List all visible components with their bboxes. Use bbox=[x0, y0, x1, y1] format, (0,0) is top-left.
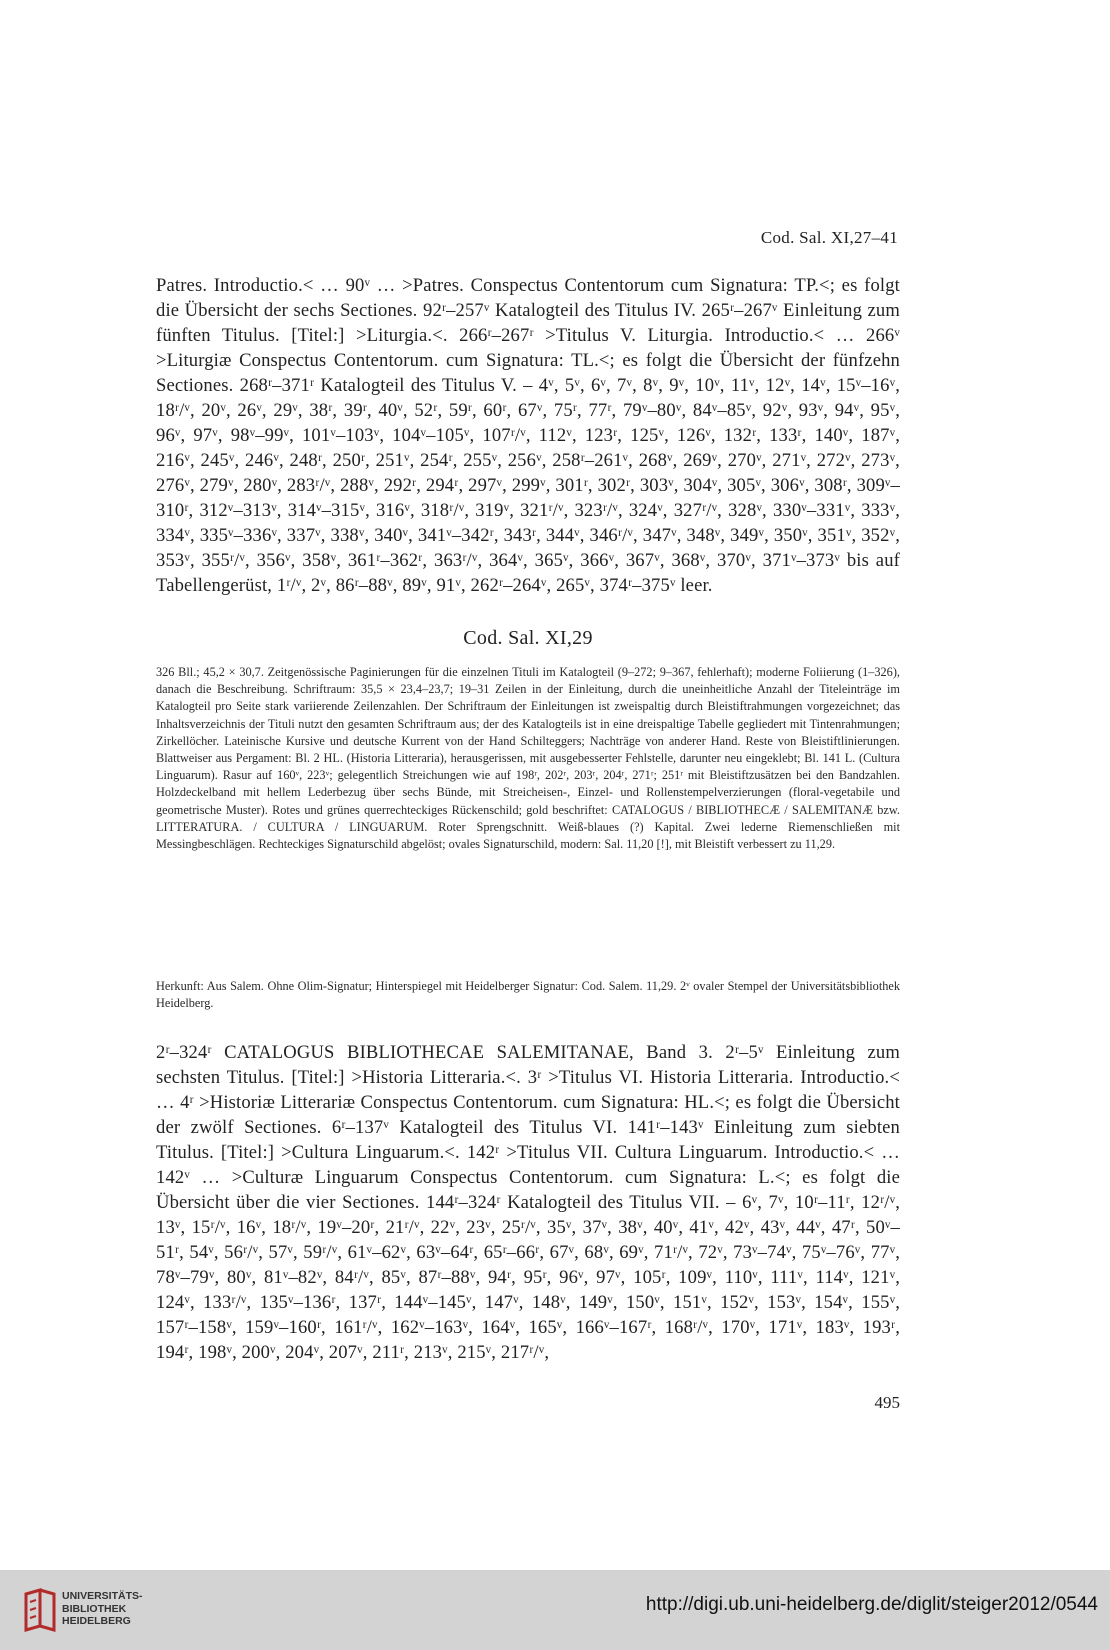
logo-line-2: BIBLIOTHEK bbox=[62, 1602, 127, 1615]
continuation-paragraph: Patres. Introductio.< … 90ᵛ … >Patres. Conspectus Contentorum cum Signatura: TP.<; es folgt die Übersicht der sechs Sectiones. 92ʳ–257ᵛ Katalogteil des Titulus IV. 265ʳ–267ᵛ Einleitung zum fünften Titulus. [Titel:] >Liturgia.<. 266ʳ–267ʳ >Titulus V. Liturgia. Introductio.< … 266ᵛ >Liturgiæ Conspectus Contentorum. cum Signatura: TL.<; es folgt die Übersicht der fünfzehn Sectiones. 268ʳ–371ʳ Katalogteil des Titulus V. – 4ᵛ, 5ᵛ, 6ᵛ, 7ᵛ, 8ᵛ, 9ᵛ, 10ᵛ, 11ᵛ, 12ᵛ, 14ᵛ, 15ᵛ–16ᵛ, 18ʳ/ᵛ, 20ᵛ, 26ᵛ, 29ᵛ, 38ʳ, 39ʳ, 40ᵛ, 52ʳ, 59ʳ, 60ʳ, 67ᵛ, 75ʳ, 77ʳ, 79ᵛ–80ᵛ, 84ᵛ–85ᵛ, 92ᵛ, 93ᵛ, 94ᵛ, 95ᵛ, 96ᵛ, 97ᵛ, 98ᵛ–99ᵛ, 101ᵛ–103ᵛ, 104ᵛ–105ᵛ, 107ʳ/ᵛ, 112ᵛ, 123ʳ, 125ᵛ, 126ᵛ, 132ʳ, 133ʳ, 140ᵛ, 187ᵛ, 216ᵛ, 245ᵛ, 246ᵛ, 248ʳ, 250ʳ, 251ᵛ, 254ʳ, 255ᵛ, 256ᵛ, 258ʳ–261ᵛ, 268ᵛ, 269ᵛ, 270ᵛ, 271ᵛ, 272ᵛ, 273ᵛ, 276ᵛ, 279ᵛ, 280ᵛ, 283ʳ/ᵛ, 288ᵛ, 292ʳ, 294ʳ, 297ᵛ, 299ᵛ, 301ʳ, 302ʳ, 303ᵛ, 304ᵛ, 305ᵛ, 306ᵛ, 308ʳ, 309ᵛ–310ʳ, 312ᵛ–313ᵛ, 314ᵛ–315ᵛ, 316ᵛ, 318ʳ/ᵛ, 319ᵛ, 321ʳ/ᵛ, 323ʳ/ᵛ, 324ᵛ, 327ʳ/ᵛ, 328ᵛ, 330ᵛ–331ᵛ, 333ᵛ, 334ᵛ, 335ᵛ–336ᵛ, 337ᵛ, 338ᵛ, 340ᵛ, 341ᵛ–342ʳ, 343ʳ, 344ᵛ, 346ʳ/ᵛ, 347ᵛ, 348ᵛ, 349ᵛ, 350ᵛ, 351ᵛ, 352ᵛ, 353ᵛ, 355ʳ/ᵛ, 356ᵛ, 358ᵛ, 361ʳ–362ʳ, 363ʳ/ᵛ, 364ᵛ, 365ᵛ, 366ᵛ, 367ᵛ, 368ᵛ, 370ᵛ, 371ᵛ–373ᵛ bis auf Tabellengerüst, 1ʳ/ᵛ, 2ᵛ, 86ʳ–88ᵛ, 89ᵛ, 91ᵛ, 262ʳ–264ᵛ, 265ᵛ, 374ʳ–375ᵛ leer. bbox=[156, 275, 900, 596]
footer-bar bbox=[0, 1570, 1110, 1650]
section-title: Cod. Sal. XI,29 bbox=[463, 627, 593, 649]
logo-line-3: HEIDELBERG bbox=[62, 1615, 131, 1627]
logo-line-1: UNIVERSITÄTS- bbox=[62, 1590, 143, 1602]
permalink-url[interactable]: http://digi.ub.uni-heidelberg.de/diglit/steiger2012/0544 bbox=[645, 1594, 1098, 1615]
library-logo-text bbox=[62, 1590, 143, 1628]
physical-description: 326 Bll.; 45,2 × 30,7. Zeitgenössische Paginierungen für die einzelnen Tituli im Katalogteil (9–272; 9–367, fehlerhaft); moderne Foliierung (1–326), danach die Beschreibung. Schriftraum: 35,5 × 23,4–23,7; 19–31 Zeilen in der Einleitung, durch die uneinheitliche Anzahl der Titeleinträge im Katalogteil pro Seite stark variierende Zeilenzahlen. Der Schriftraum der Einleitungen ist zweispaltig durch Bleistiftrahmungen vorgezeichnet; das Inhaltsverzeichnis der Tituli nutzt den gesamten Schriftraum aus; der des Katalogteils ist in eine dreispaltige Tabelle gegliedert mit Tintenrahmungen; Zirkellöcher. Lateinische Kursive und deutsche Kurrent von der Hand Schilteggers; Nachträge von anderer Hand. Reste von Bleistiftlinierungen. Blattweiser aus Pergament: Bl. 2 HL. (Historia Litteraria), herausgerissen, mit ausgebesserter Fehlstelle, darunter neu eingeklebt; Bl. 141 L. (Cultura Linguarum). Rasur auf 160ᵛ, 223ᵛ; gelegentlich Streichungen wie auf 198ʳ, 202ʳ, 203ʳ, 204ʳ, 271ʳ; 251ʳ mit Bleistiftzusätzen bei den Bandzahlen. Holzdeckelband mit hellem Lederbezug über sechs Bünde, mit Streicheisen-, Einzel- und Rollenstempelverzierungen (floral-vegetabile und geometrische Muster). Rotes und grünes querrechteckiges Rückenschild; gold beschriftet: CATALOGUS / BIBLIOTHECÆ / SALEMITANÆ bzw. LITTERATURA. / CULTURA / LINGUARUM. Roter Sprengschnitt. Weiß-blaues (?) Kapital. Zwei lederne Riemenschließen mit Messingbeschlägen. Rechteckiges Signaturschild abgelöst; ovales Signaturschild, modern: Sal. 11,20 [!], mit Bleistift verbessert zu 11,29. bbox=[156, 665, 900, 852]
running-head: Cod. Sal. XI,27–41 bbox=[760, 228, 898, 247]
provenance-note: Herkunft: Aus Salem. Ohne Olim-Signatur; Hinterspiegel mit Heidelberger Signatur: Cod. Salem. 11,29. 2ᵛ ovaler Stempel der Universitätsbibliothek Heidelberg. bbox=[156, 979, 900, 1011]
library-logo-icon bbox=[24, 1588, 56, 1632]
page-number: 495 bbox=[874, 1393, 900, 1412]
contents-paragraph: 2ʳ–324ʳ CATALOGUS BIBLIOTHECAE SALEMITANAE, Band 3. 2ʳ–5ᵛ Einleitung zum sechsten Titulus. [Titel:] >Historia Litteraria.<. 3ʳ >Titulus VI. Historia Litteraria. Introductio.< … 4ʳ >Historiæ Litterariæ Conspectus Contentorum. cum Signatura: HL.<; es folgt die Übersicht der zwölf Sectiones. 6ʳ–137ᵛ Katalogteil des Titulus VI. 141ʳ–143ᵛ Einleitung zum siebten Titulus. [Titel:] >Cultura Linguarum.<. 142ʳ >Titulus VII. Cultura Linguarum. Introductio.< … 142ᵛ … >Culturæ Linguarum Conspectus Contentorum. cum Signatura: L.<; es folgt die Übersicht über die vier Sectiones. 144ʳ–324ʳ Katalogteil des Titulus VII. – 6ᵛ, 7ᵛ, 10ʳ–11ʳ, 12ʳ/ᵛ, 13ᵛ, 15ʳ/ᵛ, 16ᵛ, 18ʳ/ᵛ, 19ᵛ–20ʳ, 21ʳ/ᵛ, 22ᵛ, 23ᵛ, 25ʳ/ᵛ, 35ᵛ, 37ᵛ, 38ᵛ, 40ᵛ, 41ᵛ, 42ᵛ, 43ᵛ, 44ᵛ, 47ʳ, 50ᵛ–51ʳ, 54ᵛ, 56ʳ/ᵛ, 57ᵛ, 59ʳ/ᵛ, 61ᵛ–62ᵛ, 63ᵛ–64ʳ, 65ʳ–66ʳ, 67ᵛ, 68ᵛ, 69ᵛ, 71ʳ/ᵛ, 72ᵛ, 73ᵛ–74ᵛ, 75ᵛ–76ᵛ, 77ᵛ, 78ᵛ–79ᵛ, 80ᵛ, 81ᵛ–82ᵛ, 84ʳ/ᵛ, 85ᵛ, 87ʳ–88ᵛ, 94ʳ, 95ʳ, 96ᵛ, 97ᵛ, 105ʳ, 109ᵛ, 110ᵛ, 111ᵛ, 114ᵛ, 121ᵛ, 124ᵛ, 133ʳ/ᵛ, 135ᵛ–136ʳ, 137ʳ, 144ᵛ–145ᵛ, 147ᵛ, 148ᵛ, 149ᵛ, 150ᵛ, 151ᵛ, 152ᵛ, 153ᵛ, 154ᵛ, 155ᵛ, 157ʳ–158ᵛ, 159ᵛ–160ʳ, 161ʳ/ᵛ, 162ᵛ–163ᵛ, 164ᵛ, 165ᵛ, 166ᵛ–167ʳ, 168ʳ/ᵛ, 170ᵛ, 171ᵛ, 183ᵛ, 193ʳ, 194ʳ, 198ᵛ, 200ᵛ, 204ᵛ, 207ᵛ, 211ʳ, 213ᵛ, 215ᵛ, 217ʳ/ᵛ, bbox=[156, 1042, 900, 1363]
